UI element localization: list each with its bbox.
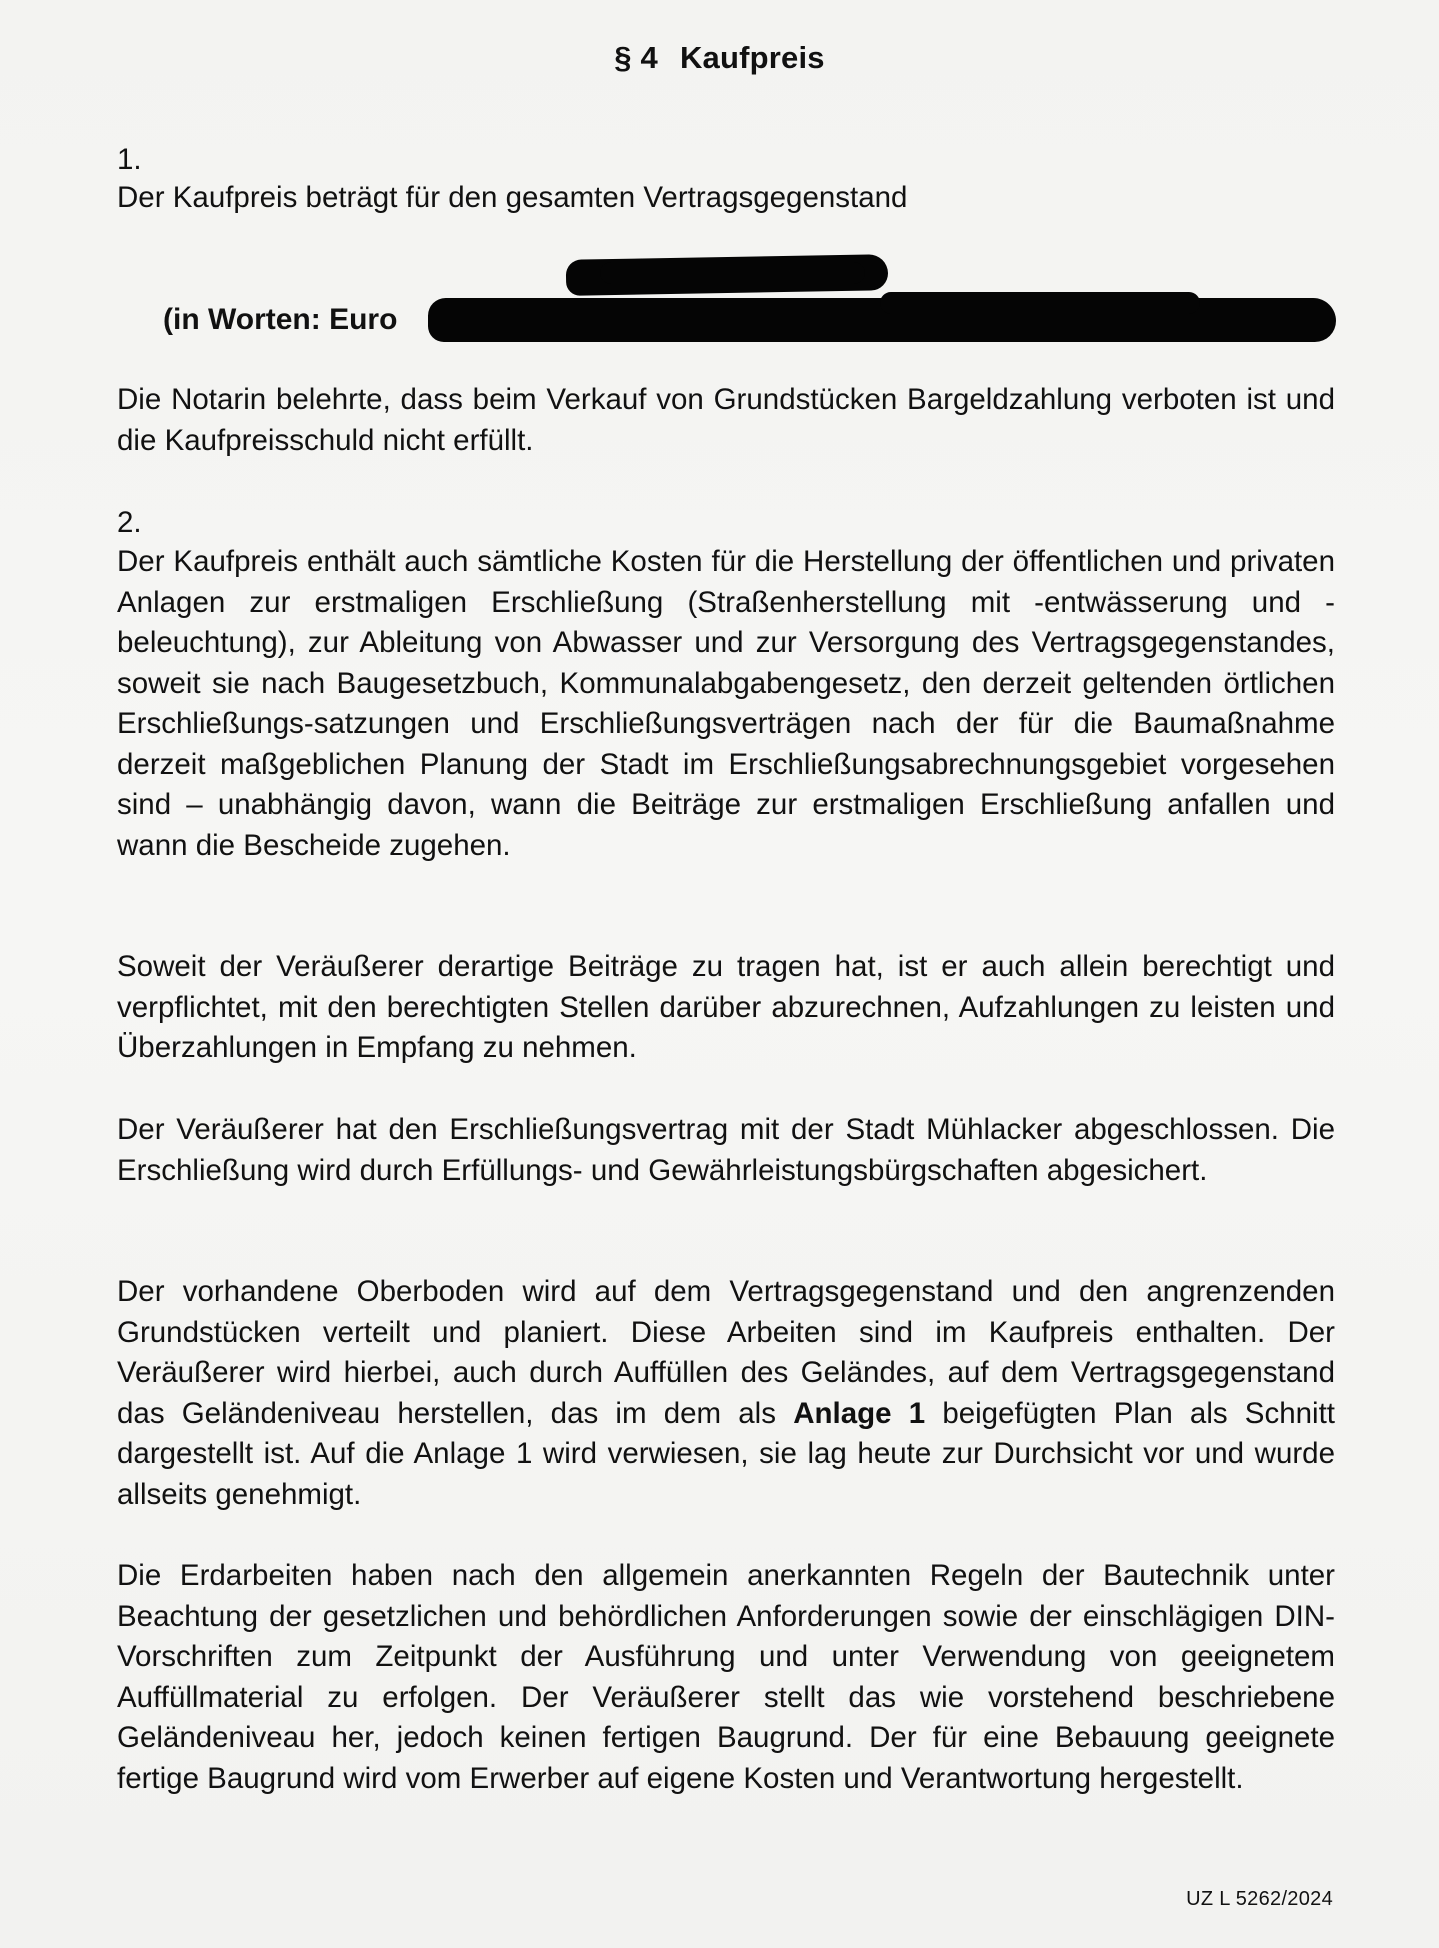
- section-heading: [0, 40, 1439, 76]
- section-number: § 4: [614, 40, 658, 75]
- topsoil-text-start: Der vorhandene Oberboden wird auf dem Vertragsgegenstand und den angrenzenden Grundstücken verteilt und planiert. Diese Arbeiten sind im Kaufpreis enthalten. Der Veräußerer wird hierbei, auch durch Auffüllen des Geländes, auf dem Vertragsgegenstand das Geländeniveau herstellen, das im dem als: [117, 1275, 1335, 1430]
- amount-in-words-label: (in Worten: Euro: [163, 303, 398, 336]
- price-intro: Der Kaufpreis beträgt für den gesamten Vertragsgegenstand: [117, 181, 908, 214]
- paragraph-settlement: Soweit der Veräußerer derartige Beiträge zu tragen hat, ist er auch allein berechtigt und verpflichtet, mit den berechtigten Stellen darüber abzurechnen, Aufzahlungen zu leisten und Überzahlungen in Empfang zu nehmen.: [117, 950, 1335, 1064]
- attachment-reference: Anlage 1: [793, 1396, 926, 1430]
- paragraph-development-costs: Der Kaufpreis enthält auch sämtliche Kosten für die Herstellung der öffentlichen und privaten Anlagen zur erstmaligen Erschließung (Straßenherstellung mit -entwässerung und -beleuchtung), zur Ableitung von Abwasser und zur Versorgung des Vertragsgegenstandes, soweit sie nach Baugesetzbuch, Kommunalabgabengesetz, den derzeit geltenden örtlichen Erschließungs-satzungen und Erschließungsverträgen nach der für die Baumaßnahme derzeit maßgeblichen Planung der Stadt im Erschließungsabrechnungsgebiet vorgesehen sind – unabhängig davon, wann die Beiträge zur erstmaligen Erschließung anfallen und wann die Bescheide zugehen.: [117, 545, 1335, 862]
- redaction-amount-overlay: [600, 262, 865, 284]
- redaction-amount-in-words-overlay: [880, 292, 1200, 314]
- paragraph-development-contract: Der Veräußerer hat den Erschließungsvertrag mit der Stadt Mühlacker abgeschlossen. Die Erschließung wird durch Erfüllungs- und Gewährleistungsbürgschaften abgesichert.: [117, 1113, 1335, 1187]
- paragraph-number-1: 1.: [117, 143, 142, 176]
- topsoil-text-end: beigefügten Plan als Schnitt dargestellt ist. Auf die Anlage 1 wird verwiesen, sie lag heute zur Durchsicht vor und wurde allseits genehmigt.: [117, 1396, 1335, 1511]
- paragraph-number-2: 2.: [117, 506, 142, 539]
- document-reference: UZ L 5262/2024: [1186, 1888, 1333, 1910]
- paragraph-topsoil: [117, 1272, 1335, 1515]
- paragraph-earthworks: Die Erdarbeiten haben nach den allgemein anerkannten Regeln der Bautechnik unter Beachtung der gesetzlichen und behördlichen Anforderungen sowie der einschlägigen DIN-Vorschriften zum Zeitpunkt der Ausführung und unter Verwendung von geeignetem Auffüllmaterial zu erfolgen. Der Veräußerer stellt das wie vorstehend beschriebene Geländeniveau her, jedoch keinen fertigen Baugrund. Der für eine Bebauung geeignete fertige Baugrund wird vom Erwerber auf eigene Kosten und Verantwortung hergestellt.: [117, 1559, 1335, 1795]
- cash-payment-note: Die Notarin belehrte, dass beim Verkauf von Grundstücken Bargeldzahlung verboten ist und die Kaufpreisschuld nicht erfüllt.: [117, 383, 1335, 457]
- section-title: Kaufpreis: [679, 40, 825, 75]
